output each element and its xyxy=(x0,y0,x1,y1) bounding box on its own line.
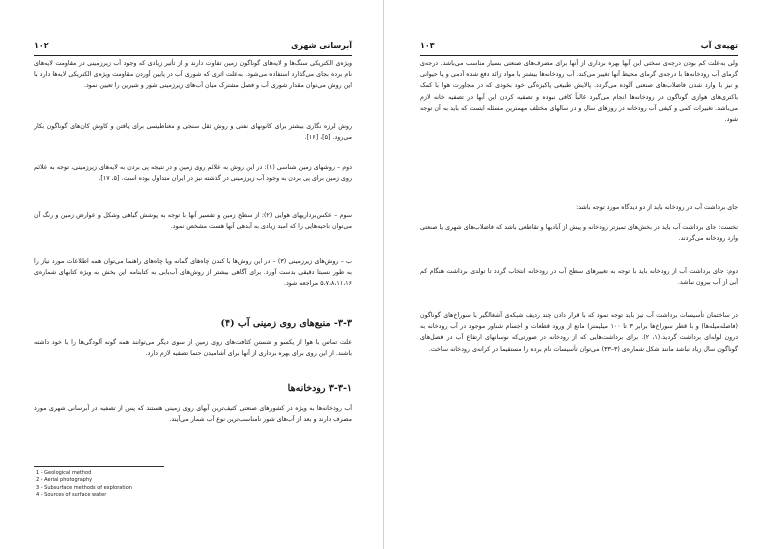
right-page-header xyxy=(420,41,738,55)
footnote-item: 2 - Aerial photography xyxy=(36,477,93,484)
right-page xyxy=(384,0,768,549)
right-paragraph-2: جای برداشت آب در رودخانه باید از دو دیدگاه مورد توجه باشد: xyxy=(576,204,738,211)
left-paragraph-5: ب – روش‌های زیرزمینی (۳) – در این روش‌ها با کندن چاه‌های گمانه ویا چاه‌های راهنما می‌توان همه اطلاعات مورد نیاز را به طور نسبتا دقیقی بدست آورد. برای آگاهی بیشتر از روش‌های آب‌یابی به کتابنامه این بخش به ویژه کتابهای شماره‌ی ۵،۷،۸،۱۱،۱۶ مراجعه شود. xyxy=(34,258,352,288)
footnote-list xyxy=(36,470,132,499)
left-paragraph-3: دوم – روشهای زمین شناسی (۱): در این روش به علائم روی زمین و در نتیجه پی بردن به لایه‌های زیرزمینی، توجه به علائم روی زمین برای پی بردن به وجود آب زیرزمینی در گذشته نیز در ایران متداول بوده است. [۵، ۱۷]. xyxy=(34,164,352,183)
right-paragraph-5: در ساختمان تأسیسات برداشت آب نیز باید توجه نمود که با قرار دادن چند ردیف شبکه‌ی آشغالگیر با سوراخ‌های گوناگون (فاصله‌میله‌ها) و با قطر سوراخ‌ها برابر ۳ تا ۱۰۰ میلیمتر) مانع از ورود قطعات و اجسام شناور موجود در آب رودخانه به درون لوله‌ای برداشت گردید.(۱، ۲). برای برداشت‌هایی که از رودخانه در صورتی‌که نوسانهای ارتفاع آب در فصل‌های گوناگون سال زیاد نباشد مانند شکل شماره‌ی (۳–۳۳) می‌توان تأسیسات نام برده را مستقیما در کرانه‌ی رودخانه ساخت. xyxy=(420,312,738,353)
right-running-title: تهیه‌ی آب xyxy=(700,41,738,50)
left-paragraph-2: روش لرزه نگاری بیشتر برای کانونهای نفتی و روش ثقل سنجی و مغناطیسی برای یافتن و کاوش کان‌های گوناگون بکار می‌رود. [۵]، [۱۶]. xyxy=(34,123,352,142)
right-page-number: ۱۰۳ xyxy=(420,41,435,50)
section-heading: ۳-۳- منبع‌های روی زمینی آب (۴) xyxy=(220,318,352,329)
right-paragraph-1: ولی به‌علت کم بودن درجه‌ی سختی این آبها بهره برداری از آنها برای مصرف‌های صنعتی بسیار مناسب می‌باشد. درجه‌ی گرمای آب رودخانه‌ها با درجه‌ی گرمای محیط آنها تغییر می‌کند. آب رودخانه‌ها بیشتر با مواد زائد دفع شده آدمی و یا حیوانی و نیز با وارد شدن فاضلاب‌های صنعتی آلوده می‌گردد. پالایش طبیعی پاکیزه‌گی خود بخودی که در مجاورت هوا با کمک باکتری‌های هوازی گوناگون در رودخانه‌ها انجام می‌گیرد غالباً کافی نبوده و تصفیه کردن این آبها در تصفیه خانه لازم می‌باشد. تغییرات کمی و کیفی آب رودخانه در روزهای سال و در سالهای مختلف مهمترین مسئله ایست که باید به آن توجه شود. xyxy=(420,60,738,124)
footnote-rule xyxy=(34,466,164,467)
footnote-item: 1 - Geological method xyxy=(36,470,92,476)
left-paragraph-4: سوم – عکس‌برداریهای هوایی (۲): از سطح زمین و تفسیر آنها با توجه به پوشش گیاهی وشکل و عوارض زمین و رنگ آن می‌توان ناحیه‌هایی را که امید زیادی به آبدهی آنها هست مشخص نمود. xyxy=(34,212,352,231)
left-running-title: آبرسانی شهری xyxy=(291,41,352,50)
left-paragraph-6: علت تماس با هوا از یکسو و شستن کثافت‌های روی زمین از سوی دیگر می‌توانند همه گونه آلودگی‌ها را با خود داشته باشند. از این روی برای بهره برداری از آنها برای آشامیدن حتما تصفیه لازم دارد. xyxy=(34,339,352,358)
right-paragraph-3: نخست: جای برداشت آب باید در بخش‌های تمیزتر رودخانه و پیش از آبادیها و تقاطعی باشد که فاضلاب‌های شهری یا صنعتی وارد رودخانه می‌گردند. xyxy=(420,224,738,243)
left-paragraph-7: آب رودخانه‌ها به ویژه در کشورهای صنعتی کثیف‌ترین آبهای روی زمینی هستند که پس از تصفیه در آبرسانی شهری مورد مصرف دارند و بعد از آب‌های شور نامناسب‌ترین نوع آب شمار می‌آیند. xyxy=(34,405,352,424)
left-page-number: ۱۰۲ xyxy=(34,41,49,50)
subsection-heading: ۳-۳-۱ رودخانه‌ها xyxy=(287,383,352,394)
left-page-header xyxy=(34,41,352,55)
left-header-rule xyxy=(34,55,352,56)
right-paragraph-4: دوم: جای برداشت آب از رودخانه باید با توجه به تغییرهای سطح آب در رودخانه انتخاب گردد تا تولدی برداشت هنگام کم آبی از آب بیرون نباشد. xyxy=(420,268,738,287)
footnote-item: 4 - Sources of surface water xyxy=(36,491,107,498)
left-paragraph-1: ویژه‌ی الکتریکی سنگ‌ها و لایه‌های گوناگون زمین تفاوت دارند و از تأثیر زیادی که وجود آب زیرزمینی در مقاومت لایه‌های نام برده بجای می‌گذارد استفاده می‌شود. به‌علت اثری که شوری آب در پایین آوردن مقاومت ویژه‌ی الکتریکی لایه‌ها دارد با این روش می‌توان مقدار شوری آب و فصل مشترک میان آب‌های زیرزمینی شور و شیرین را تعیین نمود. xyxy=(34,60,352,90)
right-header-rule xyxy=(420,55,738,56)
footnote-item: 3 - Subsurface methods of exploration xyxy=(36,484,132,491)
